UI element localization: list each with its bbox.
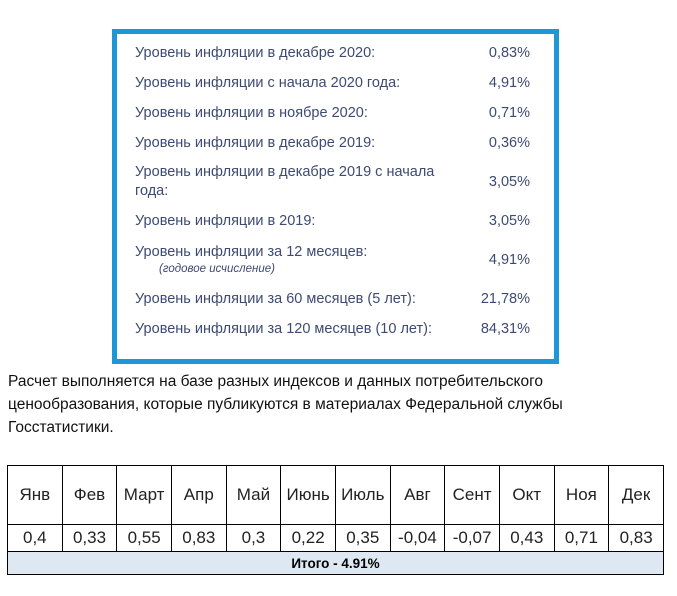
calculation-description: Расчет выполняется на базе разных индексов и данных потребительского ценообразования, которые публикуются в материалах Федеральной службы Госстатистики. [8,373,563,436]
inflation-row-label: Уровень инфляции в 2019: [135,212,316,229]
month-value: 0,55 [117,525,172,552]
inflation-summary-box [112,29,559,364]
inflation-row-label: Уровень инфляции за 12 месяцев: [135,244,368,260]
month-header: Фев [62,466,117,525]
inflation-row [117,98,554,128]
inflation-row [117,284,554,314]
total-cell: Итого - 4.91% [8,552,664,575]
inflation-row-value: 0,83% [488,44,530,61]
month-value: 0,83 [609,525,664,552]
inflation-row-label: Уровень инфляции в ноябре 2020: [135,104,368,121]
month-value: 0,4 [8,525,63,552]
inflation-row-value: 84,31% [480,320,530,337]
inflation-row [117,236,554,284]
inflation-row-value: 3,05% [488,212,530,229]
inflation-row [117,206,554,236]
month-header: Июль [335,466,390,525]
inflation-row [117,158,554,206]
monthly-inflation-table [7,465,664,575]
month-value: 0,43 [499,525,554,552]
month-value: -0,07 [445,525,500,552]
month-header: Дек [609,466,664,525]
inflation-row-value: 0,36% [488,134,530,151]
month-value: 0,71 [554,525,609,552]
inflation-row-value: 21,78% [480,290,530,307]
month-header: Ноя [554,466,609,525]
inflation-row-label: Уровень инфляции в декабре 2019: [135,134,376,151]
month-header: Май [226,466,281,525]
inflation-row [117,128,554,158]
inflation-row [117,68,554,98]
inflation-row-label: Уровень инфляции за 60 месяцев (5 лет): [135,290,416,307]
month-value: 0,83 [171,525,226,552]
inflation-row-value: 4,91% [488,251,530,268]
month-header: Март [117,466,172,525]
total-row [8,552,664,575]
month-value: 0,35 [335,525,390,552]
inflation-row [117,38,554,68]
month-header-row [8,466,664,525]
inflation-row-label: Уровень инфляции в декабре 2020: [135,44,376,61]
month-value-row [8,525,664,552]
inflation-row-label: Уровень инфляции с начала 2020 года: [135,74,401,91]
inflation-row-note: (годовое исчисление) [159,263,275,275]
inflation-row-label: Уровень инфляции за 120 месяцев (10 лет): [135,320,433,337]
inflation-row-value: 4,91% [488,74,530,91]
month-value: 0,3 [226,525,281,552]
month-header: Июнь [281,466,336,525]
inflation-row-value: 0,71% [488,104,530,121]
month-header: Апр [171,466,226,525]
inflation-summary-table [117,38,554,344]
inflation-row [117,314,554,344]
month-value: -0,04 [390,525,445,552]
inflation-row-value: 3,05% [488,173,530,190]
inflation-row-label-cell [117,236,465,284]
month-value: 0,33 [62,525,117,552]
month-value: 0,22 [281,525,336,552]
month-header: Окт [499,466,554,525]
month-header: Янв [8,466,63,525]
month-header: Авг [390,466,445,525]
inflation-row-label: Уровень инфляции в декабре 2019 с начала года: [135,164,435,199]
month-header: Сент [445,466,500,525]
